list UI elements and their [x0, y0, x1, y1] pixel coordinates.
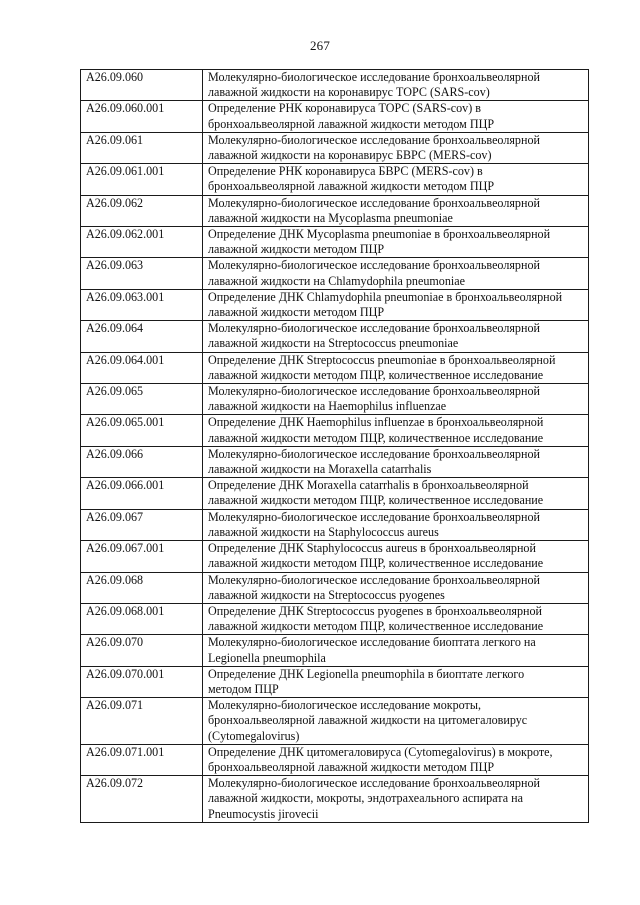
table-row — [81, 478, 589, 509]
service-description-cell — [203, 415, 589, 446]
description-line: Определение ДНК Mycoplasma pneumoniae в бронхоальвеолярной — [208, 227, 551, 242]
service-code-cell: А26.09.071.001 — [81, 744, 203, 775]
service-code-cell: А26.09.062.001 — [81, 227, 203, 258]
description-line: лаважной жидкости на коронавирус БВРС (MERS-cov) — [208, 148, 492, 163]
table-row — [81, 70, 589, 101]
description-line: лаважной жидкости на Staphylococcus aureus — [208, 524, 439, 539]
service-code-cell: А26.09.064.001 — [81, 352, 203, 383]
service-description-cell — [203, 164, 589, 195]
description-line: лаважной жидкости методом ПЦР — [208, 242, 385, 257]
description-line: лаважной жидкости на Moraxella catarrhalis — [208, 462, 432, 477]
service-description-cell — [203, 132, 589, 163]
description-line: Определение ДНК Chlamydophila pneumoniae в бронхоальвеолярной — [208, 289, 563, 304]
table-row — [81, 258, 589, 289]
service-description-cell — [203, 195, 589, 226]
service-code-cell: А26.09.066.001 — [81, 478, 203, 509]
description-line: бронхоальвеолярной лаважной жидкости методом ПЦР — [208, 116, 495, 131]
service-description-cell — [203, 352, 589, 383]
description-line: Определение ДНК Staphylococcus aureus в бронхоальвеолярной — [208, 541, 536, 556]
service-code-cell: А26.09.071 — [81, 698, 203, 745]
service-description-cell — [203, 509, 589, 540]
service-code-cell: А26.09.072 — [81, 776, 203, 823]
description-line: Молекулярно-биологическое исследование бронхоальвеолярной — [208, 509, 540, 524]
service-description-cell — [203, 776, 589, 823]
service-code-cell: А26.09.063 — [81, 258, 203, 289]
description-line: лаважной жидкости методом ПЦР, количественное исследование — [208, 619, 544, 634]
service-code-cell: А26.09.068 — [81, 572, 203, 603]
table-row — [81, 744, 589, 775]
table-row — [81, 384, 589, 415]
service-description-cell — [203, 289, 589, 320]
description-line: лаважной жидкости на Haemophilus influenzae — [208, 399, 447, 414]
description-line: Определение РНК коронавируса ТОРС (SARS-cov) в — [208, 101, 481, 116]
table-row — [81, 415, 589, 446]
service-description-cell — [203, 227, 589, 258]
service-code-cell: А26.09.065.001 — [81, 415, 203, 446]
service-code-cell: А26.09.065 — [81, 384, 203, 415]
table-row — [81, 541, 589, 572]
description-line: лаважной жидкости методом ПЦР, количественное исследование — [208, 493, 544, 508]
description-line: Определение РНК коронавируса БВРС (MERS-cov) в — [208, 164, 483, 179]
service-description-cell — [203, 446, 589, 477]
description-line: Определение ДНК Haemophilus influenzae в бронхоальвеолярной — [208, 415, 544, 430]
table-row — [81, 635, 589, 666]
table-row — [81, 195, 589, 226]
description-line: Определение ДНК Legionella pneumophila в биоптате легкого — [208, 666, 525, 681]
description-line: Молекулярно-биологическое исследование бронхоальвеолярной — [208, 776, 540, 791]
service-code-cell: А26.09.068.001 — [81, 603, 203, 634]
description-line: Молекулярно-биологическое исследование мокроты, — [208, 698, 481, 713]
description-line: Определение ДНК Streptococcus pyogenes в бронхоальвеолярной — [208, 603, 542, 618]
service-description-cell — [203, 101, 589, 132]
description-line: Legionella pneumophila — [208, 650, 326, 665]
description-line: Определение ДНК Moraxella catarrhalis в бронхоальвеолярной — [208, 478, 529, 493]
service-code-cell: А26.09.070.001 — [81, 666, 203, 697]
service-description-cell — [203, 258, 589, 289]
table-body — [81, 70, 589, 823]
table-row — [81, 289, 589, 320]
table-row — [81, 603, 589, 634]
service-code-cell: А26.09.062 — [81, 195, 203, 226]
description-line: Молекулярно-биологическое исследование биоптата легкого на — [208, 635, 536, 650]
description-line: лаважной жидкости методом ПЦР, количественное исследование — [208, 430, 544, 445]
service-code-cell: А26.09.070 — [81, 635, 203, 666]
service-description-cell — [203, 666, 589, 697]
description-line: Молекулярно-биологическое исследование бронхоальвеолярной — [208, 258, 540, 273]
service-code-cell: А26.09.066 — [81, 446, 203, 477]
service-code-cell: А26.09.060 — [81, 70, 203, 101]
description-line: Молекулярно-биологическое исследование бронхоальвеолярной — [208, 572, 540, 587]
description-line: лаважной жидкости на Streptococcus pyogenes — [208, 587, 445, 602]
description-line: лаважной жидкости методом ПЦР, количественное исследование — [208, 556, 544, 571]
table-row — [81, 164, 589, 195]
description-line: Молекулярно-биологическое исследование бронхоальвеолярной — [208, 132, 540, 147]
description-line: лаважной жидкости на Mycoplasma pneumoniae — [208, 210, 453, 225]
table-row — [81, 666, 589, 697]
service-description-cell — [203, 541, 589, 572]
description-line: Молекулярно-биологическое исследование бронхоальвеолярной — [208, 446, 540, 461]
service-code-cell: А26.09.060.001 — [81, 101, 203, 132]
table-row — [81, 132, 589, 163]
service-description-cell — [203, 70, 589, 101]
table-row — [81, 352, 589, 383]
service-code-cell: А26.09.067 — [81, 509, 203, 540]
table-row — [81, 572, 589, 603]
description-line: (Cytomegalovirus) — [208, 728, 300, 743]
service-code-cell: А26.09.063.001 — [81, 289, 203, 320]
service-description-cell — [203, 603, 589, 634]
description-line: методом ПЦР — [208, 681, 279, 696]
description-line: бронхоальвеолярной лаважной жидкости методом ПЦР — [208, 179, 495, 194]
service-description-cell — [203, 744, 589, 775]
description-line: Определение ДНК цитомегаловируса (Cytomegalovirus) в мокроте, — [208, 744, 553, 759]
service-codes-table — [80, 69, 589, 823]
service-description-cell — [203, 698, 589, 745]
description-line: лаважной жидкости на Chlamydophila pneumoniae — [208, 273, 465, 288]
description-line: лаважной жидкости методом ПЦР, количественное исследование — [208, 367, 544, 382]
service-description-cell — [203, 572, 589, 603]
description-line: Молекулярно-биологическое исследование бронхоальвеолярной — [208, 321, 540, 336]
description-line: лаважной жидкости методом ПЦР — [208, 305, 385, 320]
description-line: бронхоальвеолярной лаважной жидкости на цитомегаловирус — [208, 713, 528, 728]
description-line: Молекулярно-биологическое исследование бронхоальвеолярной — [208, 70, 540, 84]
service-description-cell — [203, 478, 589, 509]
description-line: Молекулярно-биологическое исследование бронхоальвеолярной — [208, 195, 540, 210]
description-line: лаважной жидкости на Streptococcus pneumoniae — [208, 336, 459, 351]
table-row — [81, 321, 589, 352]
table-row — [81, 446, 589, 477]
table-row — [81, 101, 589, 132]
service-code-cell: А26.09.061 — [81, 132, 203, 163]
description-line: Молекулярно-биологическое исследование бронхоальвеолярной — [208, 384, 540, 399]
description-line: лаважной жидкости на коронавирус ТОРС (SARS-cov) — [208, 85, 490, 100]
description-line: Pneumocystis jirovecii — [208, 806, 319, 821]
service-code-cell: А26.09.067.001 — [81, 541, 203, 572]
table-row — [81, 227, 589, 258]
table-row — [81, 698, 589, 745]
description-line: лаважной жидкости, мокроты, эндотрахеального аспирата на — [208, 791, 523, 806]
description-line: бронхоальвеолярной лаважной жидкости методом ПЦР — [208, 759, 495, 774]
service-description-cell — [203, 321, 589, 352]
table-row — [81, 509, 589, 540]
service-code-cell: А26.09.061.001 — [81, 164, 203, 195]
service-code-cell: А26.09.064 — [81, 321, 203, 352]
description-line: Определение ДНК Streptococcus pneumoniae в бронхоальвеолярной — [208, 352, 556, 367]
service-description-cell — [203, 635, 589, 666]
page-number: 267 — [309, 38, 331, 53]
table-row — [81, 776, 589, 823]
service-description-cell — [203, 384, 589, 415]
